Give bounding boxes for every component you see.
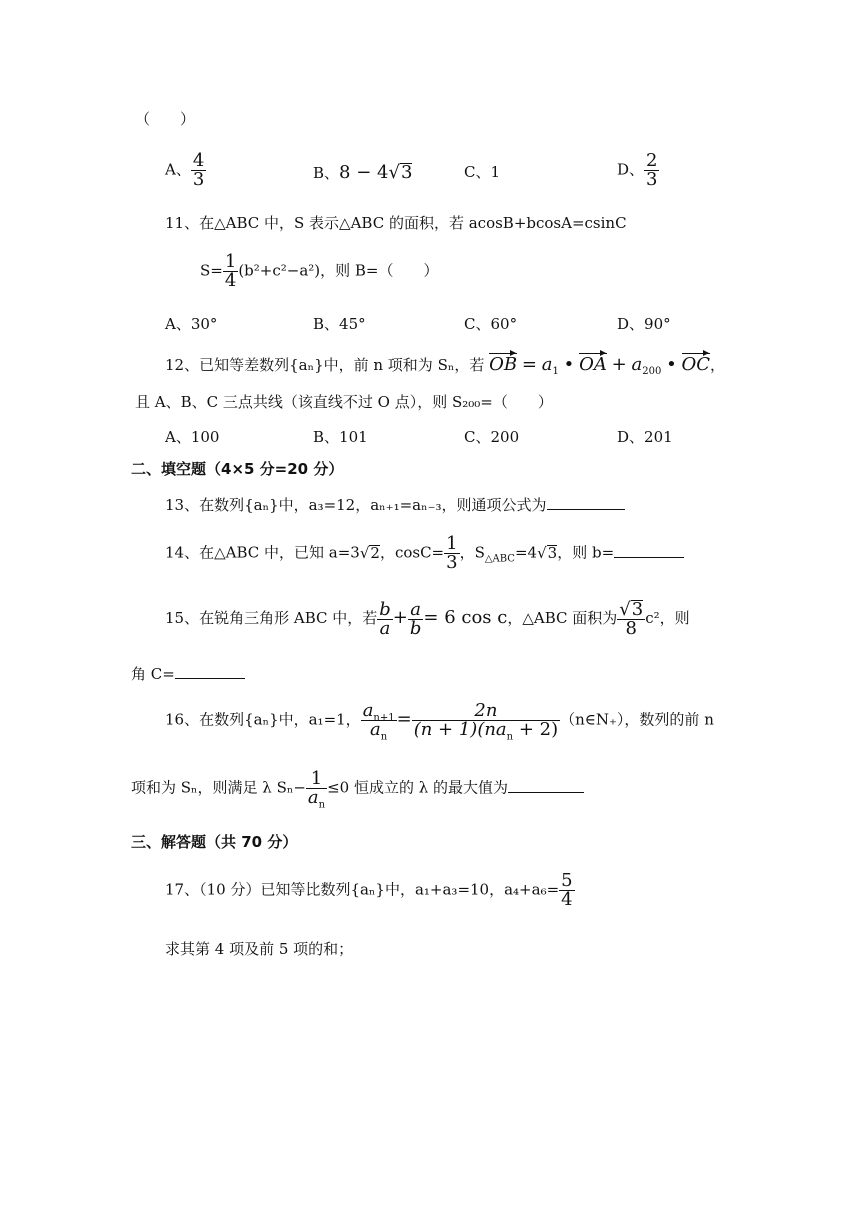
q12-option-a: A、100 <box>165 428 220 446</box>
q13-stem: 13、在数列{aₙ}中，a₃=12，aₙ₊₁=aₙ₋₃，则通项公式为 <box>165 498 625 513</box>
q11-option-c: C、60° <box>464 315 518 333</box>
fraction: $\frac{√3}{8}$ <box>619 599 644 639</box>
fraction: $\frac{2n}{(n + 1)(na_n + 2)}$ <box>413 700 559 743</box>
fraction: $\frac{1}{a_n}$ <box>307 768 326 811</box>
sqrt-symbol: √3 <box>388 162 413 183</box>
fraction: $\frac{1}{4}$ <box>224 251 237 291</box>
fraction: $\frac{a_{n+1}}{a_n}$ <box>362 700 395 743</box>
q17-stem-line2: 求其第 4 项及前 5 项的和； <box>165 940 354 958</box>
q16-stem-line2: 项和为 Sₙ，则满足 λ Sₙ− $\frac{1}{a_n}$ ≤0 恒成立的 λ 的最大值为 <box>131 770 584 807</box>
answer-blank <box>614 557 684 558</box>
q10-option-b: B、8 − 4√3 <box>313 162 413 183</box>
answer-blank <box>547 509 625 510</box>
q10-option-c: C、1 <box>464 163 501 181</box>
q10-answer-paren: （ ） <box>135 110 196 128</box>
q15-stem-line2: 角 C= <box>131 667 245 682</box>
q10-option-d: D、 $\frac{2}{3}$ <box>617 150 658 190</box>
section-heading-solutions: 三、解答题（共 70 分） <box>131 833 298 851</box>
q15-stem: 15、在锐角三角形 ABC 中，若 $\frac{b}{a}$ + $\frac{a}{b}$ = 6 cos c，△ABC 面积为 $\frac{√3}{8}$ c²，则 <box>165 598 690 639</box>
fraction: $\frac{4}{3}$ <box>192 150 205 190</box>
q12-stem: 12、已知等差数列{aₙ}中，前 n 项和为 Sₙ，若 OB = $a_1$ • OA + $a_{200}$ • OC， <box>165 354 726 377</box>
sqrt-symbol: √3 <box>537 543 558 562</box>
q12-stem-line2: 且 A、B、C 三点共线（该直线不过 O 点），则 S₂₀₀=（ ） <box>135 393 553 411</box>
option-label: A、 <box>165 160 191 179</box>
q11-option-a: A、30° <box>165 315 218 333</box>
q11-option-b: B、45° <box>313 315 366 333</box>
section-heading-fill-in: 二、填空题（4×5 分=20 分） <box>131 460 344 478</box>
vector-oa: OA <box>579 354 607 375</box>
answer-blank <box>175 678 245 679</box>
q16-stem: 16、在数列{aₙ}中，a₁=1， $\frac{a_{n+1}}{a_n}$ = $\frac{2n}{(n + 1)(na_n + 2)}$ （n∈N₊），数列的前 n <box>165 700 714 743</box>
q12-option-c: C、200 <box>464 428 520 446</box>
q10-option-a <box>165 152 206 189</box>
q11-option-d: D、90° <box>617 315 671 333</box>
vector-oc: OC <box>681 354 711 375</box>
fraction: $\frac{2}{3}$ <box>646 150 658 190</box>
q11-area-formula: S= $\frac{1}{4}$ (b²+c²−a²)，则 B=（ ） <box>200 251 439 291</box>
q12-option-b: B、101 <box>313 428 368 446</box>
fraction: $\frac{1}{3}$ <box>446 533 458 573</box>
fraction: $\frac{5}{4}$ <box>561 870 573 910</box>
q14-stem: 14、在△ABC 中，已知 a=3√2，cosC= $\frac{1}{3}$ ，$S_{\triangle ABC}=4√3$，则 b= <box>165 535 684 572</box>
answer-blank <box>508 792 584 793</box>
vector-ob: OB <box>489 354 518 375</box>
fraction: $\frac{a}{b}$ <box>409 598 422 639</box>
q11-stem: 11、在△ABC 中，S 表示△ABC 的面积，若 acosB+bcosA=csinC <box>165 214 627 232</box>
fraction: $\frac{b}{a}$ <box>379 598 391 639</box>
q17-stem: 17、（10 分）已知等比数列{aₙ}中，a₁+a₃=10，a₄+a₆= $\frac{5}{4}$ <box>165 870 573 910</box>
sqrt-symbol: √2 <box>359 543 380 562</box>
q12-option-d: D、201 <box>617 428 673 446</box>
